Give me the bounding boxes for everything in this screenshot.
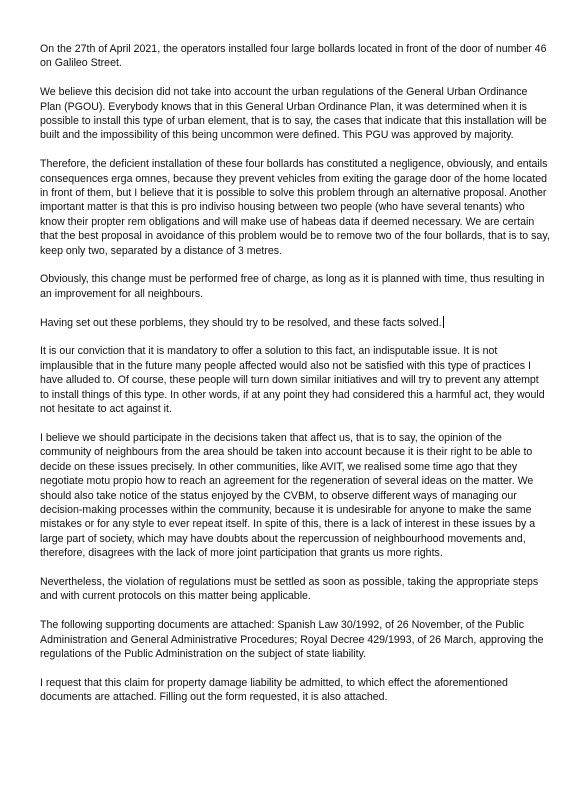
paragraph-free-of-charge: Obviously, this change must be performed free of charge, as long as it is planned with time, thus resulting in an improvement for all neighbours. — [40, 273, 545, 300]
paragraph-conviction: It is our conviction that it is mandatory to offer a solution to this fact, an indisputable issue. It is not implausible that in the future many people affected would also not be satisfied with this type of practices I have alluded to. Of course, these people will turn down similar initiatives and will try to prevent any attempt to install things of this type. In other words, if at any point they had considered this a harmful act, they would not hesitate to act against it. — [40, 345, 545, 416]
paragraph-incident: On the 27th of April 2021, the operators installed four large bollards located in front of the door of number 46 on Galileo Street. — [40, 43, 547, 70]
paragraph-violation: Nevertheless, the violation of regulations must be settled as soon as possible, taking the appropriate steps and with current protocols on this matter being applicable. — [40, 575, 539, 603]
paragraph-problems-text: Having set out these porblems, they should try to be resolved, and these facts solved. — [40, 316, 442, 329]
text-cursor — [443, 316, 444, 328]
paragraph-problems — [40, 316, 550, 330]
document-body[interactable] — [40, 42, 550, 719]
paragraph-attached-documents: The following supporting documents are attached: Spanish Law 30/1992, of 26 November, of the Public Administration and General Administrative Procedures; Royal Decree 429/1993, of 26 March, approving the regulations of the Public Administration on the subject of state liability. — [40, 619, 544, 660]
paragraph-negligence: Therefore, the deficient installation of these four bollards has constituted a negligence, obviously, and entails consequences erga omnes, because they prevent vehicles from exiting the garage door of the home located in front of them, but I believe that it is possible to solve this problem through an alternative proposal. Another important matter is that this is pro indiviso housing between two people (who have several tenants) who know their propter rem obligations and will make use of habeas data if deemed necessary. We are certain that the best proposal in avoidance of this problem would be to remove two of the four bollards, that is to say, keep only two, separated by a distance of 3 metres. — [40, 158, 550, 257]
paragraph-participation: I believe we should participate in the decisions taken that affect us, that is to say, the opinion of the community of neighbours from the area should be taken into account because it is their right to be able to decide on these issues precisely. In other communities, like AVIT, we realised some time ago that they negotiate motu propio how to reach an agreement for the regeneration of several ideas on the matter. We should also take notice of the status enjoyed by the CVBM, to observe different ways of managing our decision-making processes within the community, because it is undesirable for anyone to make the same mistakes or for any style to ever repeat itself. In spite of this, there is a lack of interest in these issues by a large part of society, which may have doubts about the repercussion of neighbourhood movements and, therefore, disagrees with the lack of more joint participation that grants us more rights. — [40, 431, 536, 560]
paragraph-request: I request that this claim for property damage liability be admitted, to which effect the aforementioned documents are attached. Filling out the form requested, it is also attached. — [40, 676, 508, 704]
paragraph-regulations: We believe this decision did not take into account the urban regulations of the General Urban Ordinance Plan (PGOU). Everybody knows that in this General Urban Ordinance Plan, it was determined when it is possible to install this type of urban element, that is to say, the cases that indicate that this installation will be built and the impossibility of this being uncommon were defined. This PGU was approved by majority. — [40, 86, 547, 142]
